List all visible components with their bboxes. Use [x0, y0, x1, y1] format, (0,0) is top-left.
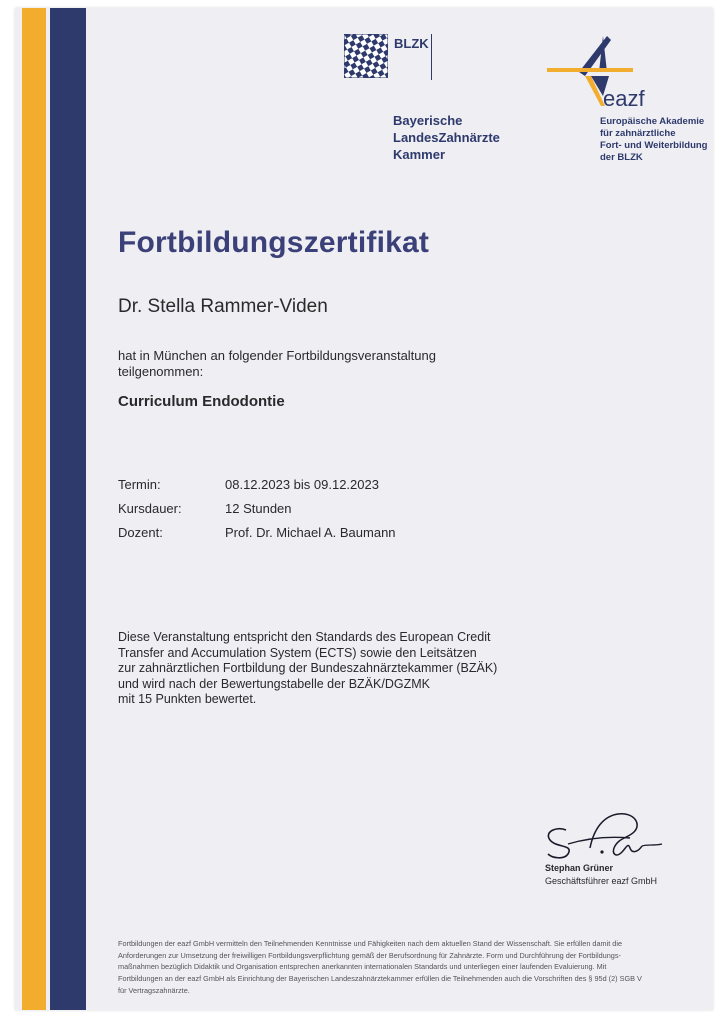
- blzk-abbrev: BLZK: [394, 36, 429, 51]
- eazf-name: Europäische Akademie für zahnärztliche Fort- und Weiterbildung der BLZK: [600, 116, 708, 163]
- termin-value: 08.12.2023 bis 09.12.2023: [225, 477, 379, 492]
- signatory-name: Stephan Grüner: [545, 863, 614, 873]
- termin-label: Termin:: [118, 477, 161, 492]
- kursdauer-value: 12 Stunden: [225, 501, 292, 516]
- logo-divider: [431, 34, 432, 80]
- bavarian-diamond-logo-icon: [344, 34, 388, 78]
- footer-disclaimer: Fortbildungen der eazf GmbH vermitteln den Teilnehmenden Kenntnisse und Fähigkeiten nach dem aktuellen Stand der Wissenschaft. Sie erfüllen damit die Anforderungen zur Umsetzung der freiwilligen Fortbildungsverpflichtung gemäß der Berufsordnung für Zahnärzte. Form und Durchführung der Fortbildungs- maßnahmen bezüglich Didaktik und Organisation entsprechen anerkannten internationalen Standards und unterliegen einer laufenden Evaluierung. Mit Fortbildungen an der eazf GmbH als Einrichtung der Bayerischen Landeszahnärztekammer erfüllen die Teilnehmenden auch die Vorschriften des § 95d (2) SGB V für Vertragszahnärzte.: [118, 939, 642, 995]
- eazf-abbrev: eazf: [603, 86, 645, 111]
- dozent-value: Prof. Dr. Michael A. Baumann: [225, 525, 396, 540]
- orange-stripe: [22, 8, 46, 1010]
- dozent-label: Dozent:: [118, 525, 163, 540]
- recipient-name: Dr. Stella Rammer-Viden: [118, 296, 328, 317]
- blzk-name: Bayerische LandesZahnärzte Kammer: [393, 113, 500, 162]
- kursdauer-label: Kursdauer:: [118, 501, 182, 516]
- handwritten-signature: [538, 808, 668, 868]
- intro-text: hat in München an folgender Fortbildungsveranstaltung teilgenommen:: [118, 348, 436, 379]
- course-name: Curriculum Endodontie: [118, 393, 285, 410]
- signatory-role: Geschäftsführer eazf GmbH: [545, 876, 658, 886]
- navy-stripe: [50, 8, 86, 1010]
- ects-statement: Diese Veranstaltung entspricht den Standards des European Credit Transfer and Accumulation System (ECTS) sowie den Leitsätzen zur zahnärztlichen Fortbildung der Bundeszahnärztekammer (BZÄK) und wird nach der Bewertungstabelle der BZÄK/DGZMK mit 15 Punkten bewertet.: [118, 630, 498, 706]
- certificate-title: Fortbildungszertifikat: [118, 226, 430, 259]
